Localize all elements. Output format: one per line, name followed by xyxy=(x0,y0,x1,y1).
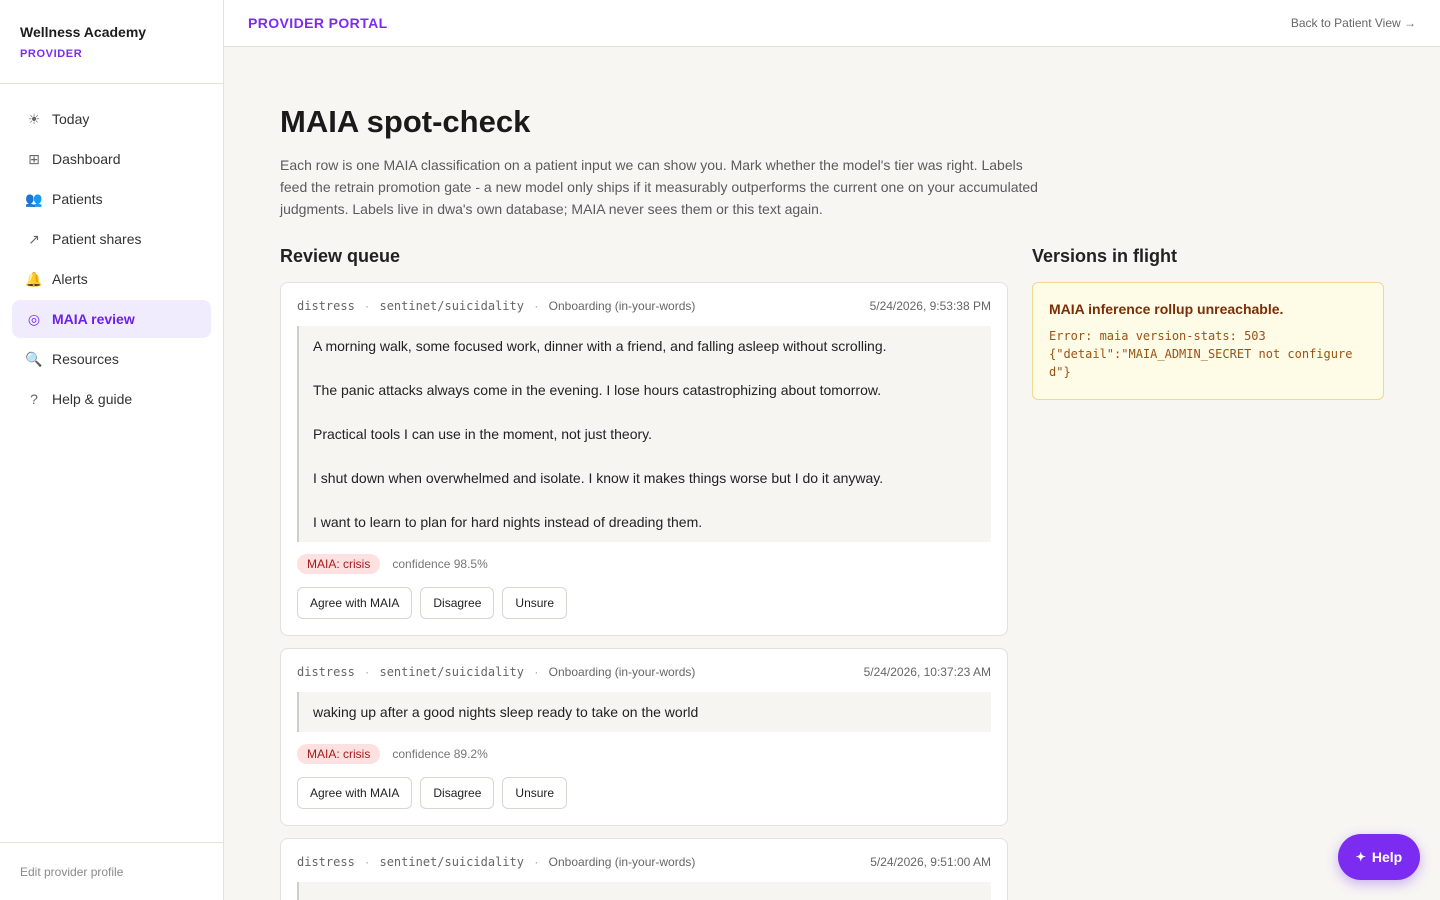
sidebar-item-alerts[interactable] xyxy=(12,260,211,298)
category-tag: distress xyxy=(297,855,355,869)
confidence-value: confidence 98.5% xyxy=(392,557,488,571)
edit-profile-link[interactable]: Edit provider profile xyxy=(0,842,223,900)
review-card-meta xyxy=(297,299,991,313)
separator-dot: · xyxy=(365,855,370,869)
separator-dot: · xyxy=(534,299,539,313)
sidebar-item-label: Alerts xyxy=(52,271,88,287)
quote-line: waking up after a good nights sleep ready to take on the world xyxy=(313,704,699,720)
brand-role: PROVIDER xyxy=(20,48,83,60)
confidence-value: confidence 89.2% xyxy=(392,747,488,761)
separator-dot: · xyxy=(365,665,370,679)
maia-verdict xyxy=(297,554,991,574)
quote-line: The panic attacks always come in the evening. I lose hours catastrophizing about tomorrow. xyxy=(313,382,882,398)
sidebar-item-today[interactable] xyxy=(12,100,211,138)
separator-dot: · xyxy=(365,299,370,313)
review-queue-title: Review queue xyxy=(280,246,401,266)
share-arrow-icon: ↗ xyxy=(28,230,40,247)
model-tag: sentinet/suicidality xyxy=(379,855,524,869)
review-queue xyxy=(280,246,1008,900)
patient-input-quote xyxy=(297,326,991,542)
sidebar-item-patient-shares[interactable] xyxy=(12,220,211,258)
review-card-meta xyxy=(297,855,991,869)
patient-input-quote xyxy=(297,692,991,732)
sidebar-item-label: MAIA review xyxy=(52,311,135,327)
disagree-button[interactable]: Disagree xyxy=(420,587,494,619)
quote-line: I want to learn to plan for hard nights instead of dreading them. xyxy=(313,514,703,530)
quote-line: Practical tools I can use in the moment, not just theory. xyxy=(313,426,653,442)
sidebar-item-label: Resources xyxy=(52,351,119,367)
agree-button[interactable]: Agree with MAIA xyxy=(297,587,412,619)
unsure-button[interactable]: Unsure xyxy=(502,587,567,619)
source-label: Onboarding (in-your-words) xyxy=(548,665,696,679)
sidebar-item-label: Today xyxy=(52,111,90,127)
review-card xyxy=(280,838,1008,900)
page-intro: Each row is one MAIA classification on a patient input we can show you. Mark whether the model's tier was right. Labels feed the retrain promotion gate - a new model only ships if it measurably outperforms the current one on your accumulated judgments. Labels live in dwa's own database; MAIA never sees them or this text again. xyxy=(280,157,1038,217)
category-tag: distress xyxy=(297,299,355,313)
sun-icon: ☀ xyxy=(27,110,41,127)
versions-in-flight-title: Versions in flight xyxy=(1032,246,1178,266)
versions-in-flight xyxy=(1032,246,1384,900)
source-label: Onboarding (in-your-words) xyxy=(548,855,696,869)
category-tag: distress xyxy=(297,665,355,679)
sidebar-item-dashboard[interactable] xyxy=(12,140,211,178)
grid-icon: ⊞ xyxy=(28,150,40,167)
page-title: MAIA spot-check xyxy=(280,104,531,139)
back-to-patient-view-link[interactable]: Back to Patient View → xyxy=(1290,16,1416,30)
help-button[interactable] xyxy=(1338,834,1420,880)
content-columns xyxy=(280,246,1384,900)
portal-title: PROVIDER PORTAL xyxy=(248,15,388,31)
sparkle-icon: ✦ xyxy=(1355,850,1366,864)
quote-line: A morning walk, some focused work, dinner with a friend, and falling asleep without scrolling. xyxy=(313,338,887,354)
sidebar-item-label: Dashboard xyxy=(52,151,121,167)
sidebar-item-resources[interactable] xyxy=(12,340,211,378)
review-card-meta xyxy=(297,665,991,679)
review-actions xyxy=(297,777,991,809)
tier-badge: MAIA: crisis xyxy=(297,554,380,574)
topbar xyxy=(224,0,1440,47)
main-content xyxy=(280,104,1384,900)
magnifier-icon: 🔍 xyxy=(25,350,43,367)
sidebar-nav xyxy=(0,84,223,436)
bell-icon: 🔔 xyxy=(25,270,43,287)
disagree-button[interactable]: Disagree xyxy=(420,777,494,809)
help-button-label: Help xyxy=(1371,849,1403,865)
brand-name: Wellness Academy xyxy=(20,24,147,40)
maia-verdict xyxy=(297,744,991,764)
error-detail: Error: maia version-stats: 503 {"detail":"MAIA_ADMIN_SECRET not configured"} xyxy=(1049,329,1353,379)
timestamp: 5/24/2026, 9:51:00 AM xyxy=(870,855,991,869)
model-tag: sentinet/suicidality xyxy=(379,299,524,313)
review-actions xyxy=(297,587,991,619)
target-icon: ◎ xyxy=(27,310,41,327)
sidebar-item-maia-review[interactable] xyxy=(12,300,211,338)
patient-input-quote xyxy=(297,882,991,900)
sidebar-item-label: Patient shares xyxy=(52,231,142,247)
separator-dot: · xyxy=(534,665,539,679)
review-card xyxy=(280,648,1008,826)
source-label: Onboarding (in-your-words) xyxy=(548,299,696,313)
agree-button[interactable]: Agree with MAIA xyxy=(297,777,412,809)
timestamp: 5/24/2026, 10:37:23 AM xyxy=(863,665,991,679)
quote-line: I shut down when overwhelmed and isolate. I know it makes things worse but I do it anyway. xyxy=(313,470,884,486)
people-icon: 👥 xyxy=(25,190,43,207)
review-card xyxy=(280,282,1008,636)
sidebar-item-label: Help & guide xyxy=(52,391,133,407)
separator-dot: · xyxy=(534,855,539,869)
unsure-button[interactable]: Unsure xyxy=(502,777,567,809)
sidebar xyxy=(0,0,224,900)
model-tag: sentinet/suicidality xyxy=(379,665,524,679)
sidebar-item-patients[interactable] xyxy=(12,180,211,218)
rollup-error-alert xyxy=(1032,282,1384,400)
timestamp: 5/24/2026, 9:53:38 PM xyxy=(869,299,991,313)
tier-badge: MAIA: crisis xyxy=(297,744,380,764)
sidebar-item-help-guide[interactable] xyxy=(12,380,211,418)
brand xyxy=(0,0,223,84)
error-title: MAIA inference rollup unreachable. xyxy=(1049,301,1284,317)
sidebar-item-label: Patients xyxy=(52,191,103,207)
question-icon: ? xyxy=(30,391,38,407)
